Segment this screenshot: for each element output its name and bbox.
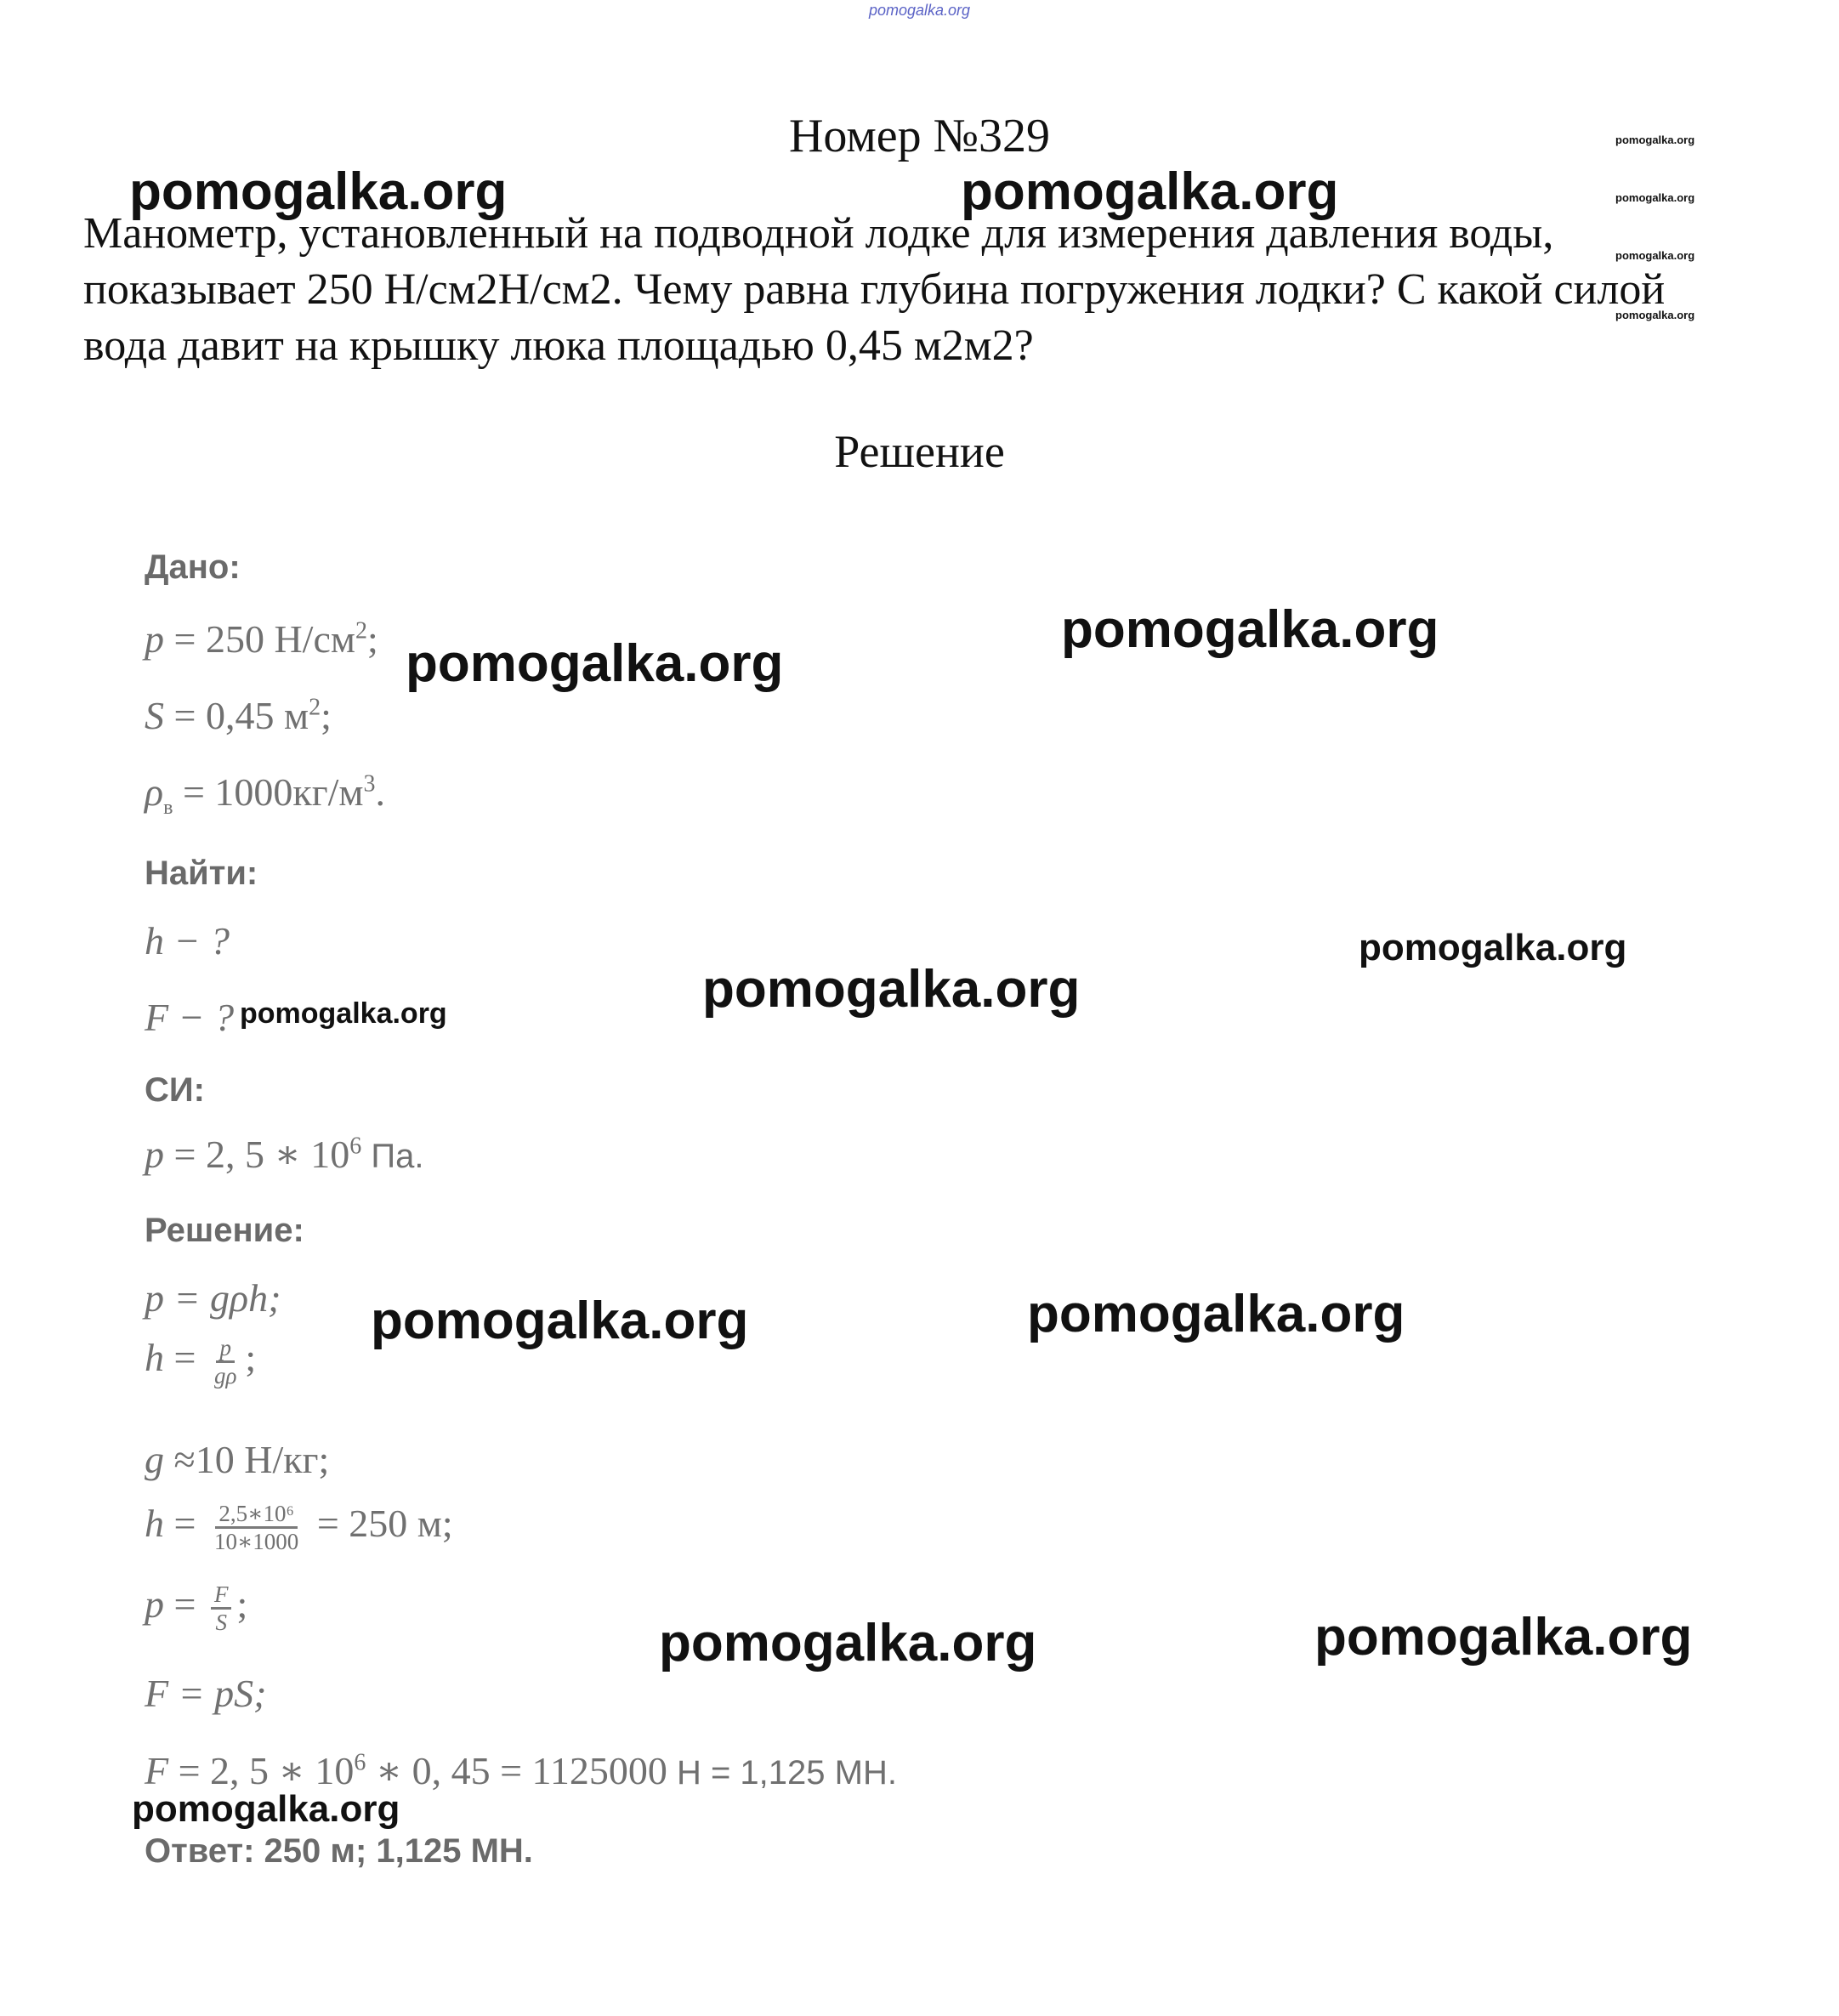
fraction [211,1501,302,1554]
superscript: 6 [349,1133,362,1160]
watermark: pomogalka.org [659,1614,1037,1672]
step-2 [145,1335,256,1388]
denominator: gρ [213,1363,237,1388]
step-7-unit: Н = 1,125 МН. [667,1754,897,1792]
problem-text: Манометр, установленный на подводной лодке для измерения давления воды, показывает 250 Н/см2Н/см2. Чему равна глубина погружения лодки? С какой силой вода давит на крышку люка площадью 0,45 м2м2? [83,209,1666,370]
punct: ; [366,617,378,661]
find-f-text: F − ? [145,996,235,1039]
watermark: pomogalka.org [132,1788,400,1830]
var-h: h [145,1336,164,1380]
watermark: pomogalka.org [1615,309,1695,321]
var-h: h [145,1502,164,1546]
watermark: pomogalka.org [1615,249,1695,262]
answer: Ответ: 250 м; 1,125 МН. [145,1832,533,1870]
numerator: 2,5∗10⁶ [215,1501,298,1529]
var-p: p [145,1133,164,1176]
watermark: pomogalka.org [406,634,784,693]
step-3-rhs: ≈10 Н/кг; [164,1438,330,1481]
step-3 [145,1437,329,1482]
var-p: p [145,1276,164,1320]
given-pressure-value: = 250 Н/см [164,617,355,661]
watermark: pomogalka.org [371,1292,749,1350]
step-1-rhs: = gρh; [164,1276,281,1320]
punct: ; [321,694,332,737]
var-g: g [145,1438,164,1481]
superscript: 6 [354,1749,366,1776]
denominator: S [215,1610,227,1635]
step-6 [145,1671,266,1716]
si-pressure [145,1131,423,1177]
var-f: F [145,1672,169,1715]
si-label: СИ: [145,1071,205,1109]
numerator: p [216,1335,235,1363]
step-1 [145,1275,281,1320]
find-h [145,918,230,963]
given-density-value: = 1000кг/м [173,770,364,814]
step-4 [145,1501,453,1554]
numerator: F [211,1582,232,1610]
var-p: p [145,1582,164,1627]
watermark: pomogalka.org [1359,927,1627,968]
fraction [211,1335,240,1388]
solution-heading: Решение [834,426,1005,477]
site-link[interactable]: pomogalka.org [868,2,971,19]
si-unit: Па. [361,1138,424,1175]
page-title: Номер №329 [788,110,1051,162]
given-area-value: = 0,45 м [164,694,309,737]
equals: = [164,1502,206,1546]
superscript: 2 [355,617,367,645]
watermark: pomogalka.org [1061,600,1439,659]
subscript: в [163,797,173,820]
find-f [145,995,234,1040]
watermark: pomogalka.org [1615,133,1695,146]
given-pressure [145,616,378,662]
step-7 [145,1747,897,1793]
equals: = [164,1336,206,1380]
watermark: pomogalka.org [1314,1608,1693,1667]
given-density [145,769,385,820]
watermark: pomogalka.org [1027,1285,1405,1343]
fraction [211,1582,232,1635]
step-4-rhs: = 250 м; [307,1502,453,1546]
solution-label: Решение: [145,1212,304,1249]
find-label: Найти: [145,855,258,892]
step-7-mid: ∗ 0, 45 = 1125000 [366,1749,667,1792]
watermark: pomogalka.org [129,162,508,221]
punct: ; [245,1336,257,1380]
watermark: pomogalka.org [961,162,1339,221]
var-p: p [145,617,164,661]
equals: = [164,1582,206,1627]
punct: . [375,770,385,814]
denominator: 10∗1000 [213,1529,299,1554]
var-f: F [145,1749,169,1792]
var-rho: ρ [145,770,164,814]
punct: ; [236,1582,248,1627]
watermark: pomogalka.org [702,960,1081,1019]
si-value: = 2, 5 ∗ 10 [164,1133,350,1176]
superscript: 2 [309,694,321,721]
step-6-rhs: = pS; [168,1672,267,1715]
step-5 [145,1582,247,1635]
superscript: 3 [363,770,376,798]
var-s: S [145,694,164,737]
given-area [145,693,332,738]
watermark: pomogalka.org [240,997,447,1030]
watermark: pomogalka.org [1615,191,1695,204]
given-label: Дано: [145,548,241,586]
find-h-text: h − ? [145,919,230,963]
step-7-value: = 2, 5 ∗ 10 [168,1749,355,1792]
